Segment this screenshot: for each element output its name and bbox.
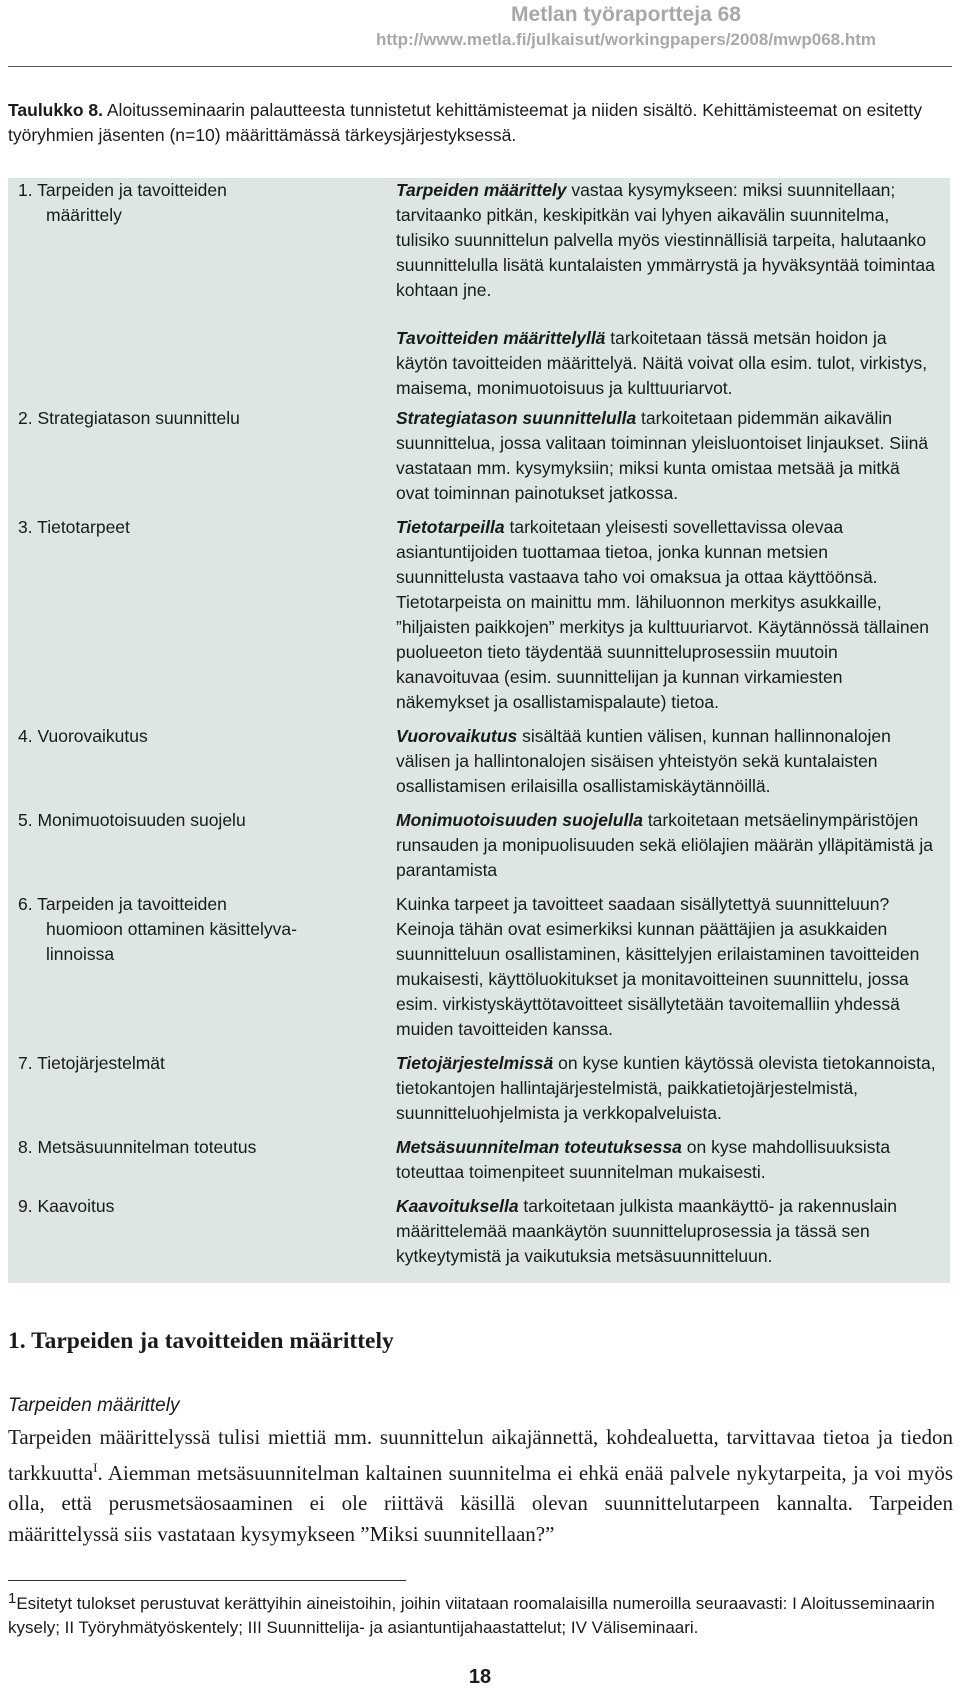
- page-header: [316, 2, 936, 51]
- theme-title: 8. Metsäsuunnitelman toteutus: [18, 1137, 257, 1157]
- table-row: [8, 178, 950, 401]
- footnote-ref: I: [93, 1459, 98, 1475]
- table-caption: [8, 98, 948, 148]
- table-row: [8, 1194, 950, 1269]
- table-row: [8, 808, 950, 883]
- subsection-heading: Tarpeiden määrittely: [8, 1395, 180, 1416]
- table-row: [8, 406, 950, 506]
- body-paragraph: Tarpeiden määrittelyssä tulisi miettiä mm. suunnittelun aikajännettä, kohdealuetta, tarvittavaa tietoa ja tiedon tarkkuutta$^I$. Aiemman metsäsuunnitelman kaltainen suunnitelma ei ehkä enää palvele nykytarpeita, ja voi myös olla, että perusmetsäosaaminen ei ole riittävä käsillä olevan suunnittelutarpeen kannalta. Tarpeiden määrittelyssä siis vastataan kysymykseen ”Miksi suunnitellaan?”: [8, 1425, 953, 1546]
- theme-description: Kaavoituksella tarkoitetaan julkista maankäyttö- ja rakennuslain määrittelemää maankäytön suunnitteluprosessia ja tässä sen kytkeytymistä ja vaikutuksia metsäsuunnitteluun.: [396, 1196, 897, 1266]
- theme-title: 6. Tarpeiden ja tavoitteiden huomioon ottaminen käsittelyva- linnoissa: [18, 894, 297, 964]
- table-row: [8, 724, 950, 799]
- theme-description: Kuinka tarpeet ja tavoitteet saadaan sisällytettyä suunnitteluun? Keinoja tähän ovat esimerkiksi kunnan päättäjien ja asukkaiden suunnitteluun osallistaminen, käsittelyjen erilaistaminen tavoitteiden mukaisesti, käyttöluokitukset ja monitavoitteinen suunnittelu, jossa esim. virkistyskäyttötavoitteet sisällytetään tavoitemalliin yhdessä muiden tavoitteiden kanssa.: [396, 894, 920, 1039]
- page-number: 18: [468, 1666, 492, 1688]
- caption-label: Taulukko 8.: [8, 100, 103, 120]
- table-row: [8, 892, 950, 1042]
- footnote-mark: 1: [8, 1590, 17, 1607]
- theme-title: 9. Kaavoitus: [18, 1196, 115, 1216]
- header-url[interactable]: http://www.metla.fi/julkaisut/workingpapers/2008/mwp068.htm: [375, 30, 877, 49]
- theme-title: 4. Vuorovaikutus: [18, 726, 148, 746]
- footnote-rule: [8, 1580, 406, 1581]
- theme-description: Tietojärjestelmissä on kyse kuntien käytössä olevista tietokannoista, tietokantojen hallintajärjestelmistä, paikkatietojärjestelmistä, suunnitteluohjelmista ja verkkopalveluista.: [396, 1053, 936, 1123]
- theme-description: Strategiatason suunnittelulla tarkoitetaan pidemmän aikavälin suunnittelua, jossa valitaan toiminnan yleisluontoiset linjaukset. Siinä vastataan mm. kysymyksiin; miksi kunta omistaa metsää ja mitkä ovat toiminnan painotukset jatkossa.: [396, 408, 929, 503]
- theme-description: Tarpeiden määrittely vastaa kysymykseen: miksi suunnitellaan; tarvitaanko pitkän, keskipitkän vai lyhyen aikavälin suunnitelma, tulisiko suunnittelun palvella myös viestinnällisiä tarpeita, halutaanko suunnittelulla lisätä kuntalaisten ymmärrystä ja hyväksyntää toimintaa kohtaan jne. Tavoitteiden määrittelyllä tarkoitetaan tässä metsän hoidon ja käytön tavoitteiden määrittelyä. Näitä voivat olla esim. tulot, virkistys, maisema, monimuotoisuus ja kulttuuriarvot.: [396, 180, 935, 398]
- section-heading: 1. Tarpeiden ja tavoitteiden määrittely: [8, 1328, 394, 1354]
- header-rule: [8, 66, 952, 67]
- theme-title: 2. Strategiatason suunnittelu: [18, 408, 240, 428]
- themes-table: [8, 178, 950, 1283]
- theme-description: Tietotarpeilla tarkoitetaan yleisesti sovellettavissa olevaa asiantuntijoiden tuottamaa tietoa, jonka kunnan metsien suunnittelusta vastaava taho voi omaksua ja ottaa käyttöönsä. Tietotarpeista on mainittu mm. lähiluonnon merkitys asukkaille, ”hiljaisten paikkojen” merkitys ja kulttuuriarvot. Käytännössä tällainen puolueeton tieto täydentää suunnitteluprosessiin muutoin kanavoituvaa (esim. suunnittelijan ja kunnan virkamiesten näkemykset ja osallistamispalaute) tietoa.: [396, 517, 930, 712]
- theme-title: 3. Tietotarpeet: [18, 517, 130, 537]
- table-row: [8, 1135, 950, 1185]
- series-title: Metlan työraportteja 68: [511, 3, 741, 26]
- footnote: [8, 1587, 953, 1640]
- theme-title: 1. Tarpeiden ja tavoitteiden määrittely: [18, 180, 227, 225]
- theme-title: 5. Monimuotoisuuden suojelu: [18, 810, 246, 830]
- theme-title: 7. Tietojärjestelmät: [18, 1053, 165, 1073]
- theme-description: Monimuotoisuuden suojelulla tarkoitetaan metsäelinympäristöjen runsauden ja monipuolisuuden sekä eliölajien määrän ylläpitämistä ja parantamista: [396, 810, 933, 880]
- caption-text: Aloitusseminaarin palautteesta tunnistetut kehittämisteemat ja niiden sisältö. Kehittämisteemat on esitetty työryhmien jäsenten (n=10) määrittämässä tärkeysjärjestyksessä.: [8, 100, 923, 145]
- table-row: [8, 515, 950, 715]
- footnote-text: Esitetyt tulokset perustuvat kerättyihin aineistoihin, joihin viitataan roomalaisilla numeroilla seuraavasti: I Aloitusseminaarin kysely; II Työryhmätyöskentely; III Suunnittelija- ja asiantuntijahaastattelut; IV Väliseminaari.: [8, 1594, 935, 1637]
- theme-description: Vuorovaikutus sisältää kuntien välisen, kunnan hallinnonalojen välisen ja hallintonalojen sisäisen yhteistyön sekä kuntalaisten osallistamisen erilaisilla osallistamiskäytännöillä.: [396, 726, 891, 796]
- theme-description: Metsäsuunnitelman toteutuksessa on kyse mahdollisuuksista toteuttaa toimenpiteet suunnitelman mukaisesti.: [396, 1137, 891, 1182]
- table-row: [8, 1051, 950, 1126]
